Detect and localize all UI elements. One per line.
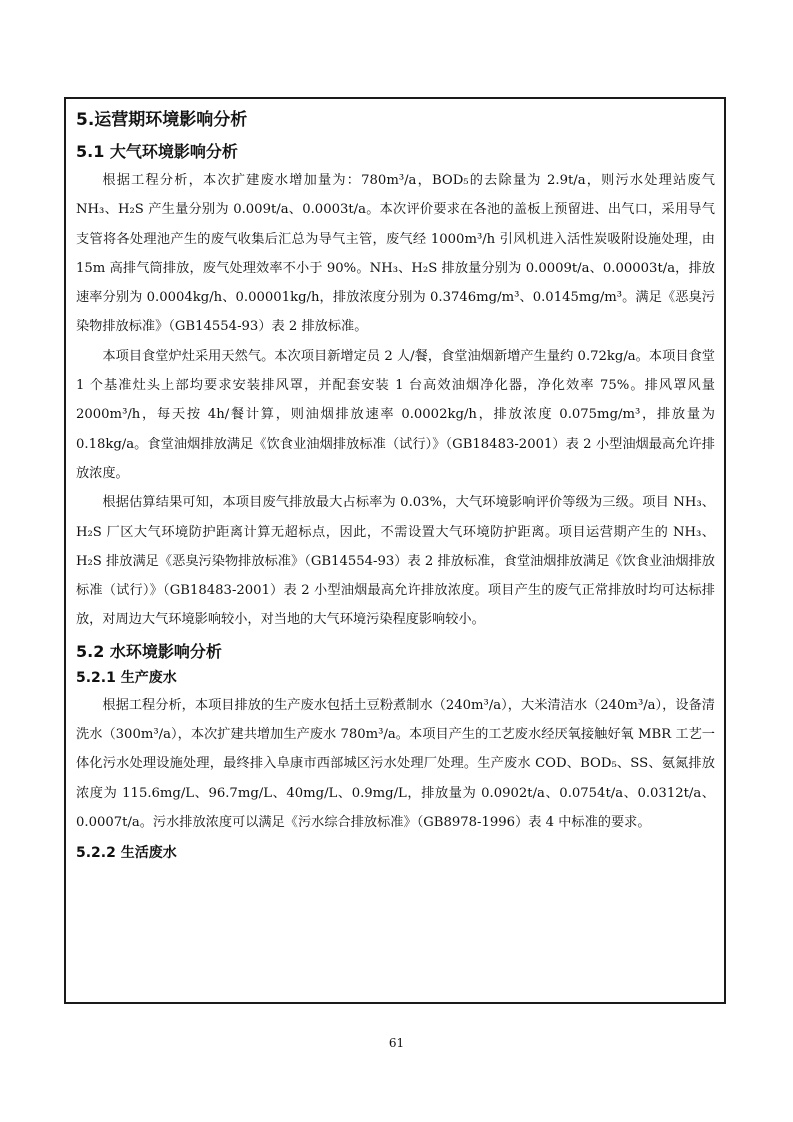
paragraph-production-wastewater: 根据工程分析，本项目排放的生产废水包括土豆粉煮制水（240m³/a），大米清洁水（240m³/a），设备清洗水（300m³/a），本次扩建共增加生产废水 780m³/a。本项目产生的工艺废水经厌氧接触好氧 MBR 工艺一体化污水处理设施处理，最终排入阜康市西部城区污水处理厂处理。生产废水 COD、BOD₅、SS、氨氮排放浓度为 115.6mg/L、96.7mg/L、40mg/L、0.9mg/L，排放量为 0.0902t/a、0.0754t/a、0.0312t/a、0.0007t/a。污水排放浓度可以满足《污水综合排放标准》（GB8978-1996）表 4 中标准的要求。 (76, 697, 715, 830)
content-frame (64, 97, 726, 1004)
paragraph-air-conclusion: 根据估算结果可知，本项目废气排放最大占标率为 0.03%，大气环境影响评价等级为三级。项目 NH₃、H₂S 厂区大气环境防护距离计算无超标点，因此，不需设置大气环境防护距离。项目运营期产生的 NH₃、H₂S 排放满足《恶臭污染物排放标准》（GB14554-93）表 2 排放标准，食堂油烟排放满足《饮食业油烟排放标准（试行）》（GB18483-2001）表 2 小型油烟最高允许排放浓度。项目产生的废气正常排放时均可达标排放，对周边大气环境影响较小，对当地的大气环境污染程度影响较小。 (76, 495, 715, 628)
section-5-1-heading: 5.1 大气环境影响分析 (76, 142, 238, 161)
paragraph-air-wastewater-station: 根据工程分析，本次扩建废水增加量为：780m³/a，BOD₅的去除量为 2.9t/a，则污水处理站废气 NH₃、H₂S 产生量分别为 0.009t/a、0.0003t/a。本次评价要求在各池的盖板上预留进、出气口，采用导气支管将各处理池产生的废气收集后汇总为导气主管，废气经 1000m³/h 引风机进入活性炭吸附设施处理，由 15m 高排气筒排放，废气处理效率不小于 90%。NH₃、H₂S 排放量分别为 0.0009t/a、0.00003t/a，排放速率分别为 0.0004kg/h、0.00001kg/h，排放浓度分别为 0.3746mg/m³、0.0145mg/m³。满足《恶臭污染物排放标准》（GB14554-93）表 2 排放标准。 (76, 173, 715, 335)
page-number: 61 (388, 1036, 405, 1050)
paragraph-canteen-fumes: 本项目食堂炉灶采用天然气。本次项目新增定员 2 人/餐，食堂油烟新增产生量约 0.72kg/a。本项目食堂 1 个基准灶头上部均要求安装排风罩，并配套安装 1 台高效油烟净化器，净化效率 75%。排风罩风量 2000m³/h，每天按 4h/餐计算，则油烟排放速率 0.0002kg/h，排放浓度 0.075mg/m³，排放量为 0.18kg/a。食堂油烟排放满足《饮食业油烟排放标准（试行）》（GB18483-2001）表 2 小型油烟最高允许排放浓度。 (76, 348, 715, 481)
section-5-heading: 5.运营期环境影响分析 (76, 110, 248, 130)
section-5-2-1-heading: 5.2.1 生产废水 (76, 669, 177, 686)
section-5-2-2-heading: 5.2.2 生活废水 (76, 845, 177, 862)
section-5-2-heading: 5.2 水环境影响分析 (76, 641, 222, 661)
